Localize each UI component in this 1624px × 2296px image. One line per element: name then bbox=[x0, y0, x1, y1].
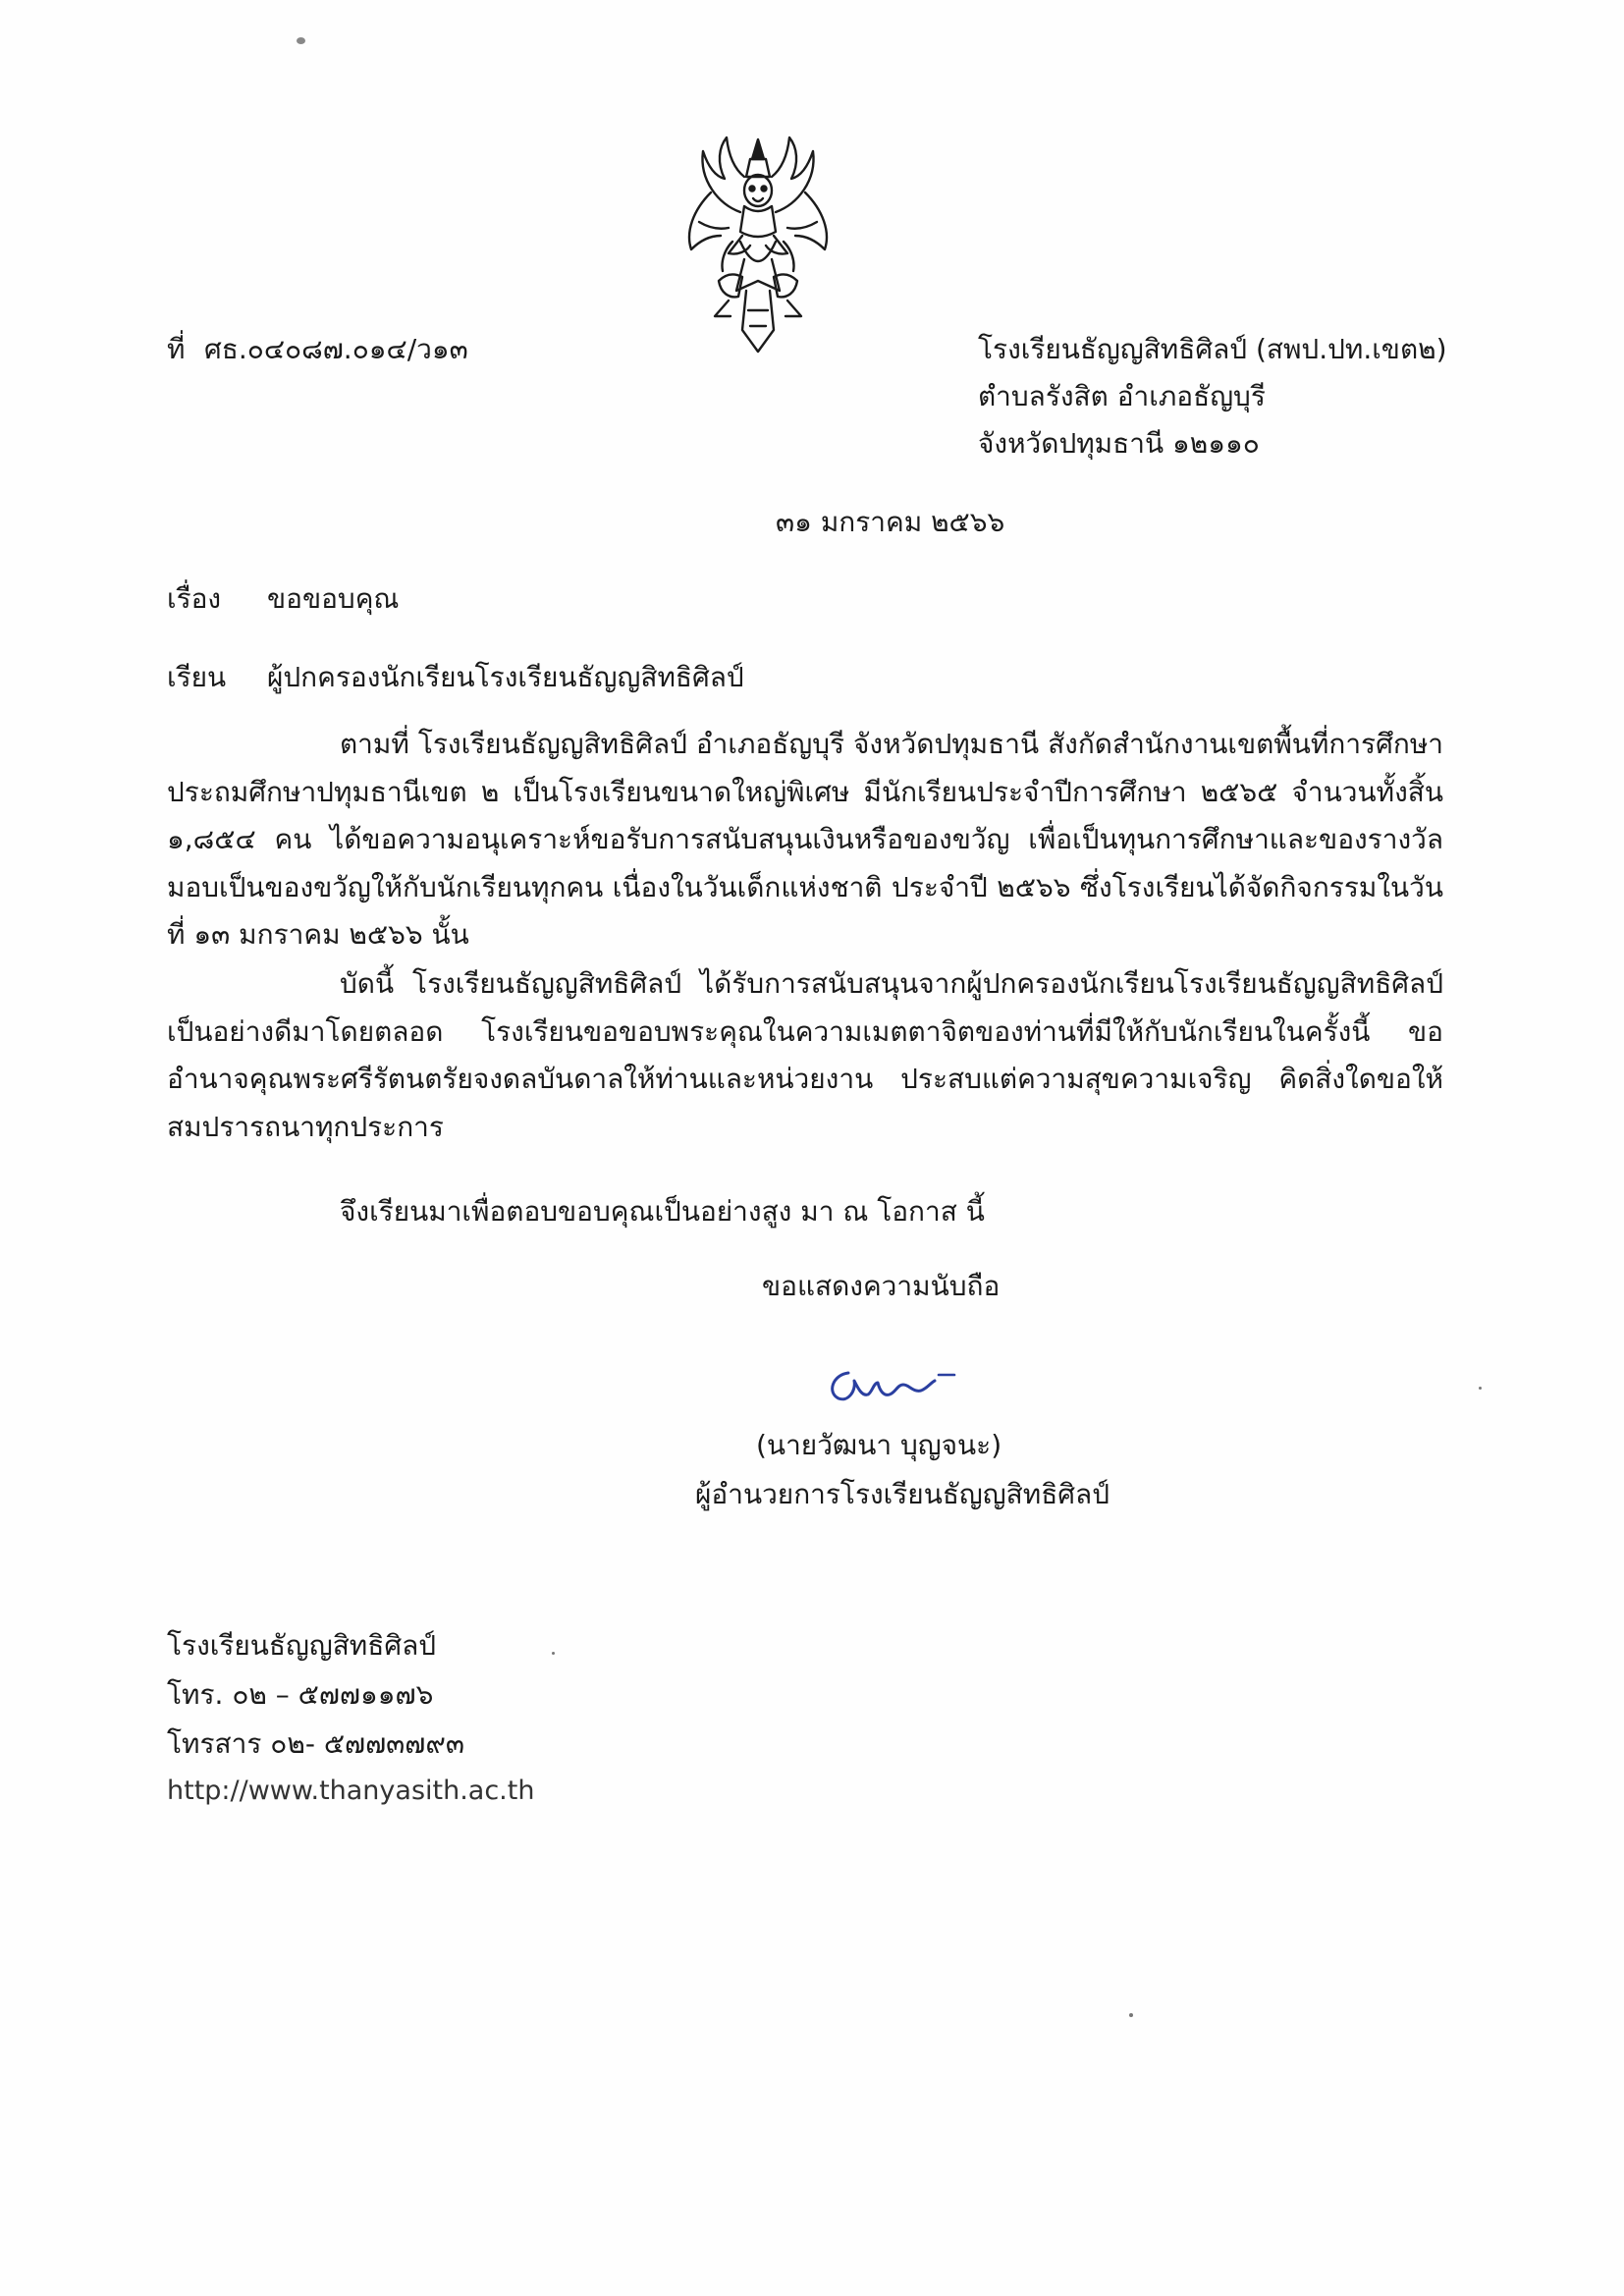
footer-website-link[interactable]: http://www.thanyasith.ac.th bbox=[167, 1776, 535, 1806]
reference-label: ที่ bbox=[167, 333, 186, 365]
subject-label: เรื่อง bbox=[167, 582, 222, 615]
letter-date: ๓๑ มกราคม ๒๕๖๖ bbox=[776, 506, 1005, 538]
signer-name: (นายวัฒนา บุญจนะ) bbox=[756, 1429, 1002, 1461]
scan-speck bbox=[297, 37, 305, 44]
closing-salutation: ขอแสดงความนับถือ bbox=[762, 1270, 1001, 1302]
addressee-label: เรียน bbox=[167, 661, 227, 693]
garuda-emblem-icon bbox=[660, 134, 856, 359]
closing-sentence: จึงเรียนมาเพื่อตอบขอบคุณเป็นอย่างสูง มา ณ โอกาส นี้ bbox=[340, 1195, 985, 1228]
sender-address-line2: ตำบลรังสิต อำเภอธัญบุรี bbox=[978, 380, 1266, 412]
body-paragraph-2-text: บัดนี้ โรงเรียนธัญญสิทธิศิลป์ ได้รับการสนับสนุนจากผู้ปกครองนักเรียนโรงเรียนธัญญสิทธิศิลป์เป็นอย่างดีมาโดยตลอด โรงเรียนขอขอบพระคุณในความเมตตาจิตของท่านที่มีให้กับนักเรียนในครั้งนี้ ขออำนาจคุณพระศรีรัตนตรัยจงดลบันดาลให้ท่านและหน่วยงาน ประสบแต่ความสุขความเจริญ คิดสิ่งใดขอให้สมปรารถนาทุกประการ bbox=[167, 967, 1443, 1143]
body-paragraph-1 bbox=[167, 721, 1443, 959]
scan-speck bbox=[1129, 2013, 1133, 2017]
body-paragraph-1-text: ตามที่ โรงเรียนธัญญสิทธิศิลป์ อำเภอธัญบุรี จังหวัดปทุมธานี สังกัดสำนักงานเขตพื้นที่การศึกษาประถมศึกษาปทุมธานีเขต ๒ เป็นโรงเรียนขนาดใหญ่พิเศษ มีนักเรียนประจำปีการศึกษา ๒๕๖๕ จำนวนทั้งสิ้น ๑,๘๕๔ คน ได้ขอความอนุเคราะห์ขอรับการสนับสนุนเงินหรือของขวัญ เพื่อเป็นทุนการศึกษาและของรางวัลมอบเป็นของขวัญให้กับนักเรียนทุกคน เนื่องในวันเด็กแห่งชาติ ประจำปี ๒๕๖๖ ซึ่งโรงเรียนได้จัดกิจกรรมในวันที่ ๑๓ มกราคม ๒๕๖๖ นั้น bbox=[167, 728, 1443, 951]
handwritten-signature bbox=[815, 1353, 982, 1412]
scan-speck bbox=[552, 1652, 555, 1655]
footer-phone: โทร. ๐๒ – ๕๗๗๑๑๗๖ bbox=[167, 1678, 434, 1711]
subject-value: ขอขอบคุณ bbox=[267, 582, 400, 615]
addressee-value: ผู้ปกครองนักเรียนโรงเรียนธัญญสิทธิศิลป์ bbox=[267, 661, 744, 693]
signer-title: ผู้อำนวยการโรงเรียนธัญญสิทธิศิลป์ bbox=[695, 1478, 1110, 1510]
reference-number: ศธ.๐๔๐๘๗.๐๑๔/ว๑๓ bbox=[204, 333, 468, 365]
scan-speck bbox=[1479, 1387, 1482, 1390]
sender-address-line3: จังหวัดปทุมธานี ๑๒๑๑๐ bbox=[978, 427, 1260, 460]
sender-address-line1: โรงเรียนธัญญสิทธิศิลป์ (สพป.ปท.เขต๒) bbox=[978, 333, 1447, 365]
footer-school-name: โรงเรียนธัญญสิทธิศิลป์ bbox=[167, 1629, 437, 1662]
footer-fax: โทรสาร ๐๒- ๕๗๗๓๗๙๓ bbox=[167, 1727, 464, 1760]
body-paragraph-2 bbox=[167, 960, 1443, 1151]
